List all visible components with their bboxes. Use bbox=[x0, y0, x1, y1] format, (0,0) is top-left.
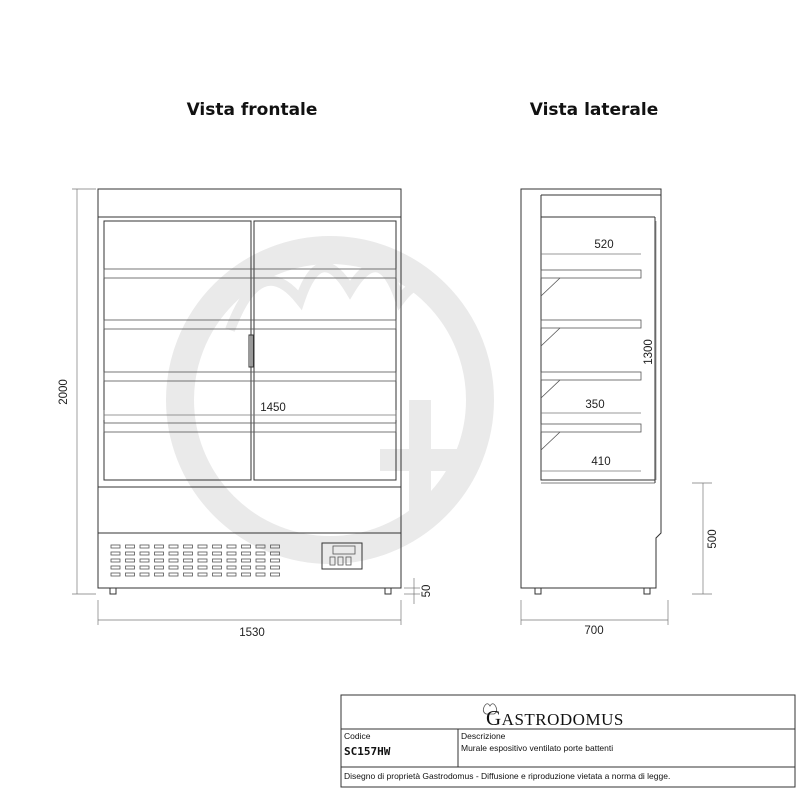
side-view bbox=[521, 189, 719, 637]
vent-slot bbox=[140, 566, 149, 569]
vent-slot bbox=[198, 559, 207, 562]
vent-slot bbox=[126, 545, 135, 548]
brand-rest: ASTRODOMUS bbox=[501, 710, 624, 729]
vent-slot bbox=[242, 552, 251, 555]
vent-slot bbox=[140, 545, 149, 548]
side-foot bbox=[535, 588, 541, 594]
vent-slot bbox=[198, 573, 207, 576]
vent-slot bbox=[140, 573, 149, 576]
vent-slot bbox=[242, 573, 251, 576]
vent-slot bbox=[242, 566, 251, 569]
vent-slot bbox=[227, 573, 236, 576]
vent-slot bbox=[169, 552, 178, 555]
vent-slot bbox=[242, 545, 251, 548]
vent-slot bbox=[213, 552, 222, 555]
base-height-label: 500 bbox=[707, 529, 719, 549]
vent-slot bbox=[198, 545, 207, 548]
vent-grille bbox=[111, 545, 280, 576]
vent-slot bbox=[256, 573, 265, 576]
vent-slot bbox=[213, 545, 222, 548]
vent-slot bbox=[227, 566, 236, 569]
description-label: Descrizione bbox=[461, 731, 506, 741]
vent-slot bbox=[169, 573, 178, 576]
vent-slot bbox=[256, 559, 265, 562]
total-height-label: 2000 bbox=[58, 379, 70, 405]
total-width-label: 1530 bbox=[239, 627, 265, 639]
side-profile bbox=[521, 189, 661, 588]
vent-slot bbox=[242, 559, 251, 562]
vent-slot bbox=[155, 566, 164, 569]
vent-slot bbox=[111, 545, 120, 548]
front-foot bbox=[110, 588, 116, 594]
side-foot bbox=[644, 588, 650, 594]
vent-slot bbox=[111, 573, 120, 576]
description-value: Murale espositivo ventilato porte battenti bbox=[461, 743, 614, 753]
vent-slot bbox=[169, 566, 178, 569]
side-shelves bbox=[541, 270, 641, 450]
vent-slot bbox=[155, 552, 164, 555]
vent-slot bbox=[256, 552, 265, 555]
vent-slot bbox=[227, 559, 236, 562]
vent-slot bbox=[111, 566, 120, 569]
vent-slot bbox=[184, 573, 193, 576]
front-foot bbox=[385, 588, 391, 594]
vent-slot bbox=[140, 552, 149, 555]
code-value: SC157HW bbox=[344, 745, 391, 758]
vent-slot bbox=[271, 566, 280, 569]
vent-slot bbox=[126, 573, 135, 576]
vent-slot bbox=[126, 559, 135, 562]
side-depth-label: 700 bbox=[584, 625, 604, 637]
inner-width-label: 1450 bbox=[260, 402, 286, 414]
shelf-depth-bottom-label: 410 bbox=[591, 456, 611, 468]
vent-slot bbox=[184, 545, 193, 548]
shelf-depth-mid-label: 350 bbox=[585, 399, 605, 411]
gastrodomus-watermark bbox=[180, 250, 480, 550]
vent-slot bbox=[227, 552, 236, 555]
vent-slot bbox=[256, 566, 265, 569]
code-label: Codice bbox=[344, 731, 371, 741]
vent-slot bbox=[213, 559, 222, 562]
vent-slot bbox=[155, 545, 164, 548]
footer-note: Disegno di proprietà Gastrodomus - Diffusione e riproduzione vietata a norma di legge. bbox=[344, 771, 671, 781]
brand-initial: G bbox=[486, 706, 502, 730]
vent-slot bbox=[126, 552, 135, 555]
vent-slot bbox=[155, 559, 164, 562]
foot-height-label: 50 bbox=[421, 584, 433, 598]
vent-slot bbox=[213, 566, 222, 569]
shelf-depth-top-label: 520 bbox=[594, 239, 614, 251]
vent-slot bbox=[126, 566, 135, 569]
vent-slot bbox=[184, 552, 193, 555]
vent-slot bbox=[184, 559, 193, 562]
vent-slot bbox=[111, 559, 120, 562]
display-height-label: 1300 bbox=[643, 339, 655, 365]
vent-slot bbox=[184, 566, 193, 569]
vent-slot bbox=[111, 552, 120, 555]
front-canopy bbox=[98, 189, 401, 217]
side-view-title: Vista laterale bbox=[529, 100, 659, 120]
vent-slot bbox=[227, 545, 236, 548]
vent-slot bbox=[213, 573, 222, 576]
vent-slot bbox=[198, 566, 207, 569]
vent-slot bbox=[271, 573, 280, 576]
vent-slot bbox=[140, 559, 149, 562]
vent-slot bbox=[271, 559, 280, 562]
vent-slot bbox=[198, 552, 207, 555]
brand-name bbox=[486, 706, 624, 731]
vent-slot bbox=[169, 545, 178, 548]
vent-slot bbox=[169, 559, 178, 562]
vent-slot bbox=[155, 573, 164, 576]
front-view-title: Vista frontale bbox=[186, 100, 318, 120]
